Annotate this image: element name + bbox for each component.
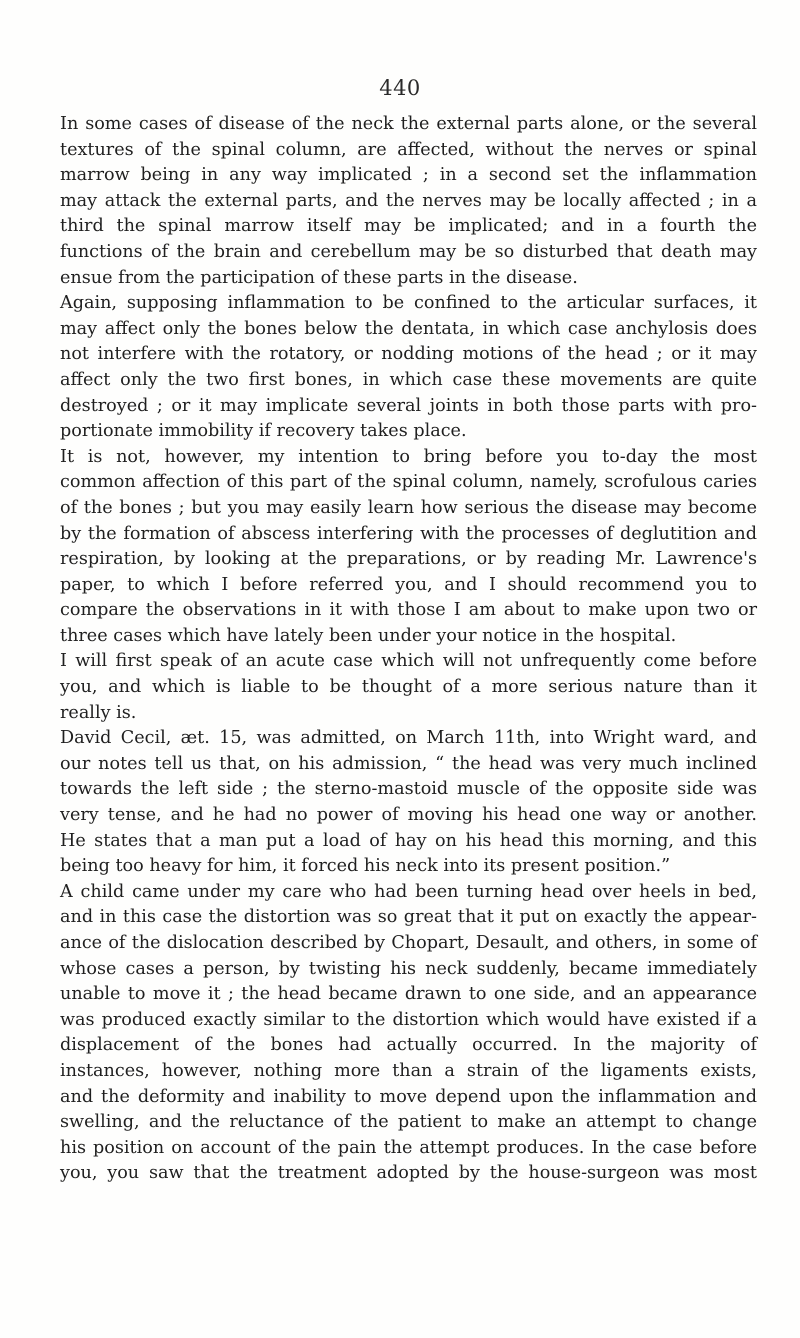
text-line: paper, to which I before referred you, and I should recommend you to xyxy=(60,574,757,595)
text-line: portionate immobility if recovery takes place. xyxy=(60,421,467,442)
text-line: towards the left side ; the sterno-mastoid muscle of the opposite side was xyxy=(60,779,757,800)
text-line: by the formation of abscess interfering with the processes of deglutition and xyxy=(60,523,757,544)
text-line: and the deformity and inability to move depend upon the inflammation and xyxy=(60,1086,757,1107)
text-line: compare the observations in it with those I am about to make upon two or xyxy=(60,600,757,621)
text-line: not interfere with the rotatory, or nodding motions of the head ; or it may xyxy=(60,344,757,365)
text-line: He states that a man put a load of hay on his head this morning, and this xyxy=(60,830,757,851)
text-line: In some cases of disease of the neck the external parts alone, or the several xyxy=(60,114,757,134)
text-line: common affection of this part of the spinal column, namely, scrofulous caries xyxy=(60,472,757,493)
text-line: third the spinal marrow itself may be implicated; and in a fourth the xyxy=(60,216,757,237)
text-line: displacement of the bones had actually occurred. In the majority of xyxy=(60,1035,757,1056)
text-line: three cases which have lately been under your notice in the hospital. xyxy=(60,625,677,646)
page-number: 440 xyxy=(379,76,421,100)
text-line: ensue from the participation of these parts in the disease. xyxy=(60,267,578,288)
text-line: destroyed ; or it may implicate several joints in both those parts with pro- xyxy=(60,395,757,416)
text-line: ance of the dislocation described by Chopart, Desault, and others, in some of xyxy=(60,933,757,953)
text-line: you, you saw that the treatment adopted by the house-surgeon was most xyxy=(60,1163,757,1184)
body-text xyxy=(60,112,757,1187)
text-line: David Cecil, æt. 15, was admitted, on March 11th, into Wright ward, and xyxy=(60,728,757,749)
text-line: very tense, and he had no power of moving his head one way or another. xyxy=(60,805,757,826)
text-line: may attack the external parts, and the nerves may be locally affected ; in a xyxy=(60,190,757,211)
text-line: textures of the spinal column, are affected, without the nerves or spinal xyxy=(60,139,757,160)
text-line: really is. xyxy=(60,702,137,723)
text-line: respiration, by looking at the preparations, or by reading Mr. Lawrence's xyxy=(60,549,757,570)
text-line: you, and which is liable to be thought of a more serious nature than it xyxy=(60,677,757,698)
text-line: of the bones ; but you may easily learn how serious the disease may become xyxy=(60,497,757,518)
text-line: was produced exactly similar to the distortion which would have existed if a xyxy=(60,1009,757,1030)
text-line: whose cases a person, by twisting his neck suddenly, became immediately xyxy=(60,958,757,979)
text-line: affect only the two first bones, in which case these movements are quite xyxy=(60,369,757,390)
text-line: his position on account of the pain the attempt produces. In the case before xyxy=(60,1137,757,1158)
text-line: A child came under my care who had been turning head over heels in bed, xyxy=(60,881,757,902)
text-line: our notes tell us that, on his admission, “ the head was very much inclined xyxy=(60,753,757,774)
text-line: Again, supposing inflammation to be confined to the articular surfaces, it xyxy=(60,293,757,314)
text-line: unable to move it ; the head became drawn to one side, and an appearance xyxy=(60,984,757,1005)
text-line: I will first speak of an acute case which will not unfrequently come before xyxy=(60,651,757,672)
text-line: instances, however, nothing more than a strain of the ligaments exists, xyxy=(60,1060,757,1081)
text-line: swelling, and the reluctance of the patient to make an attempt to change xyxy=(60,1112,757,1133)
text-line: functions of the brain and cerebellum may be so disturbed that death may xyxy=(60,241,757,262)
text-line: being too heavy for him, it forced his neck into its present position.” xyxy=(60,856,671,877)
text-line: marrow being in any way implicated ; in a second set the inflammation xyxy=(60,165,757,186)
text-line: It is not, however, my intention to bring before you to-day the most xyxy=(60,446,757,467)
text-line: may affect only the bones below the dentata, in which case anchylosis does xyxy=(60,318,757,339)
text-line: and in this case the distortion was so great that it put on exactly the appear- xyxy=(60,907,757,928)
